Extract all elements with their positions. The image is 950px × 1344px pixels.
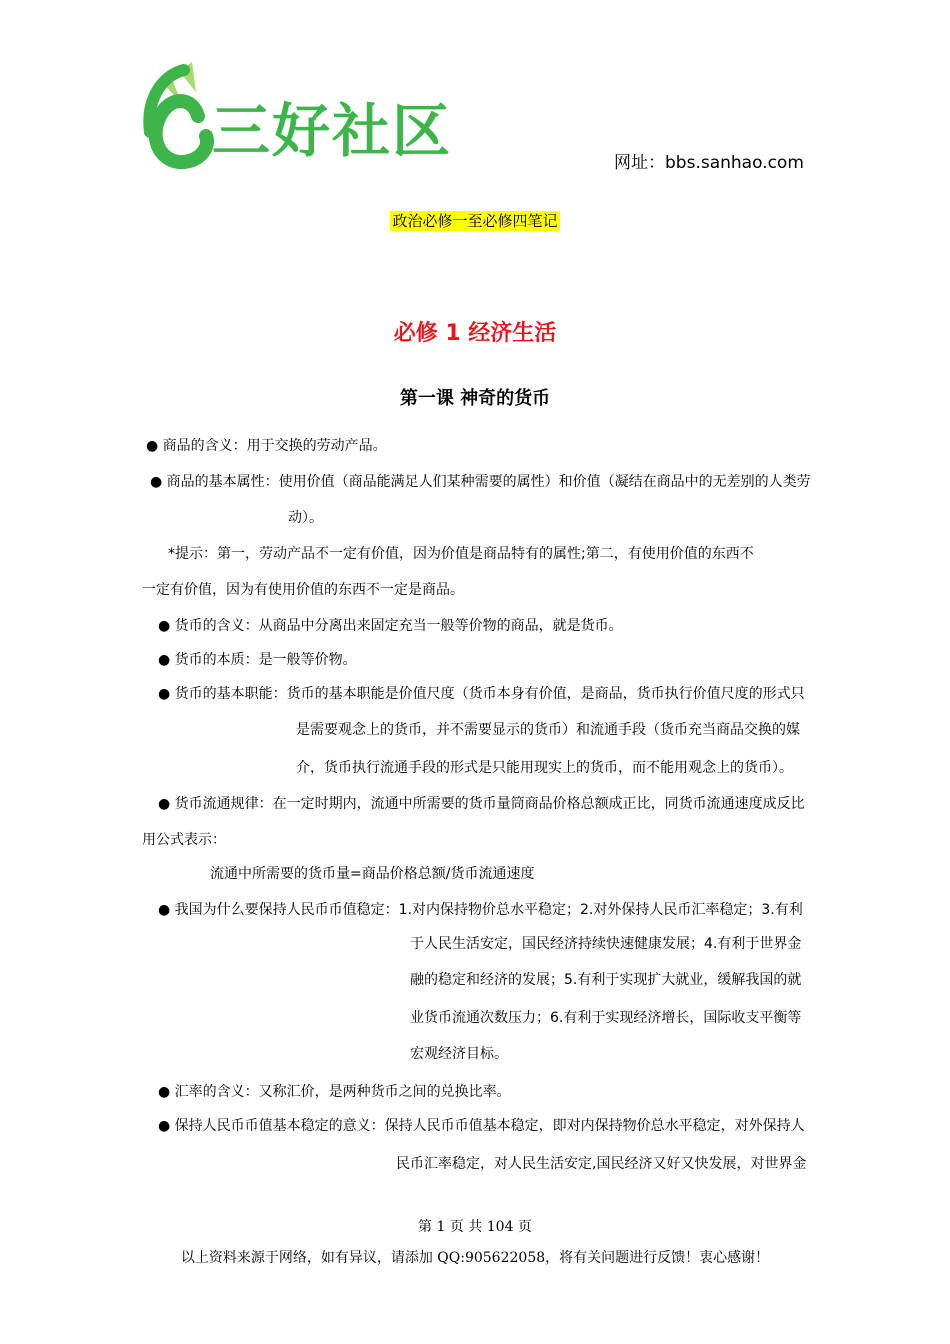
body-line: *提示：第一，劳动产品不一定有价值，因为价值是商品特有的属性;第二，有使用价值的东西不 (168, 546, 754, 562)
body-line: 融的稳定和经济的发展；5.有利于实现扩大就业，缓解我国的就 (410, 972, 802, 988)
body-line: ● 货币的基本职能：货币的基本职能是价值尺度（货币本身有价值，是商品，货币执行价值尺度的形式只 (158, 686, 805, 702)
body-line: ● 汇率的含义：又称汇价，是两种货币之间的兑换比率。 (158, 1084, 511, 1100)
page-number: 第 1 页 共 104 页 (418, 1219, 532, 1235)
body-line: 于人民生活安定，国民经济持续快速健康发展；4.有利于世界金 (410, 936, 802, 952)
body-line: ● 货币的含义：从商品中分离出来固定充当一般等价物的商品，就是货币。 (158, 618, 623, 634)
section-heading: 必修 1 经济生活 (393, 321, 557, 346)
document-title-text: 政治必修一至必修四笔记 (392, 212, 558, 230)
body-line: ● 货币流通规律：在一定时期内，流通中所需要的货币量筒商品价格总额成正比，同货币流通速度成反比 (158, 796, 805, 812)
body-line: ● 商品的含义：用于交换的劳动产品。 (146, 438, 387, 454)
lesson-heading: 第一课 神奇的货币 (399, 388, 551, 409)
body-line: 介，货币执行流通手段的形式是只能用现实上的货币，而不能用观念上的货币）。 (296, 760, 793, 776)
body-line: 用公式表示： (142, 832, 226, 848)
body-line: ● 货币的本质：是一般等价物。 (158, 652, 357, 668)
body-line: ● 我国为什么要保持人民币币值稳定：1.对内保持物价总水平稳定；2.对外保持人民币汇率稳定；3.有利 (158, 902, 803, 918)
brand-name: 三好社区 (212, 97, 453, 165)
document-title (0, 210, 950, 231)
body-line: ● 商品的基本属性：使用价值（商品能满足人们某种需要的属性）和价值（凝结在商品中的无差别的人类劳 (150, 474, 811, 490)
body-line: 是需要观念上的货币，并不需要显示的货币）和流通手段（货币充当商品交换的媒 (296, 722, 800, 738)
footer-note: 以上资料来源于网络，如有异议，请添加 QQ:905622058，将有关问题进行反馈！衷心感谢！ (180, 1250, 770, 1266)
body-line: 一定有价值，因为有使用价值的东西不一定是商品。 (142, 582, 464, 598)
body-line: 宏观经济目标。 (410, 1046, 508, 1062)
formula-line: 流通中所需要的货币量=商品价格总额/货币流通速度 (210, 866, 535, 882)
body-line: ● 保持人民币币值基本稳定的意义：保持人民币币值基本稳定，即对内保持物价总水平稳定，对外保持人 (158, 1118, 805, 1134)
website-url: 网址：bbs.sanhao.com (614, 153, 804, 173)
body-line: 业货币流通次数压力；6.有利于实现经济增长，国际收支平衡等 (410, 1010, 802, 1026)
body-line: 动）。 (288, 510, 323, 526)
body-line: 民币汇率稳定，对人民生活安定,国民经济又好又快发展，对世界金 (396, 1156, 807, 1172)
